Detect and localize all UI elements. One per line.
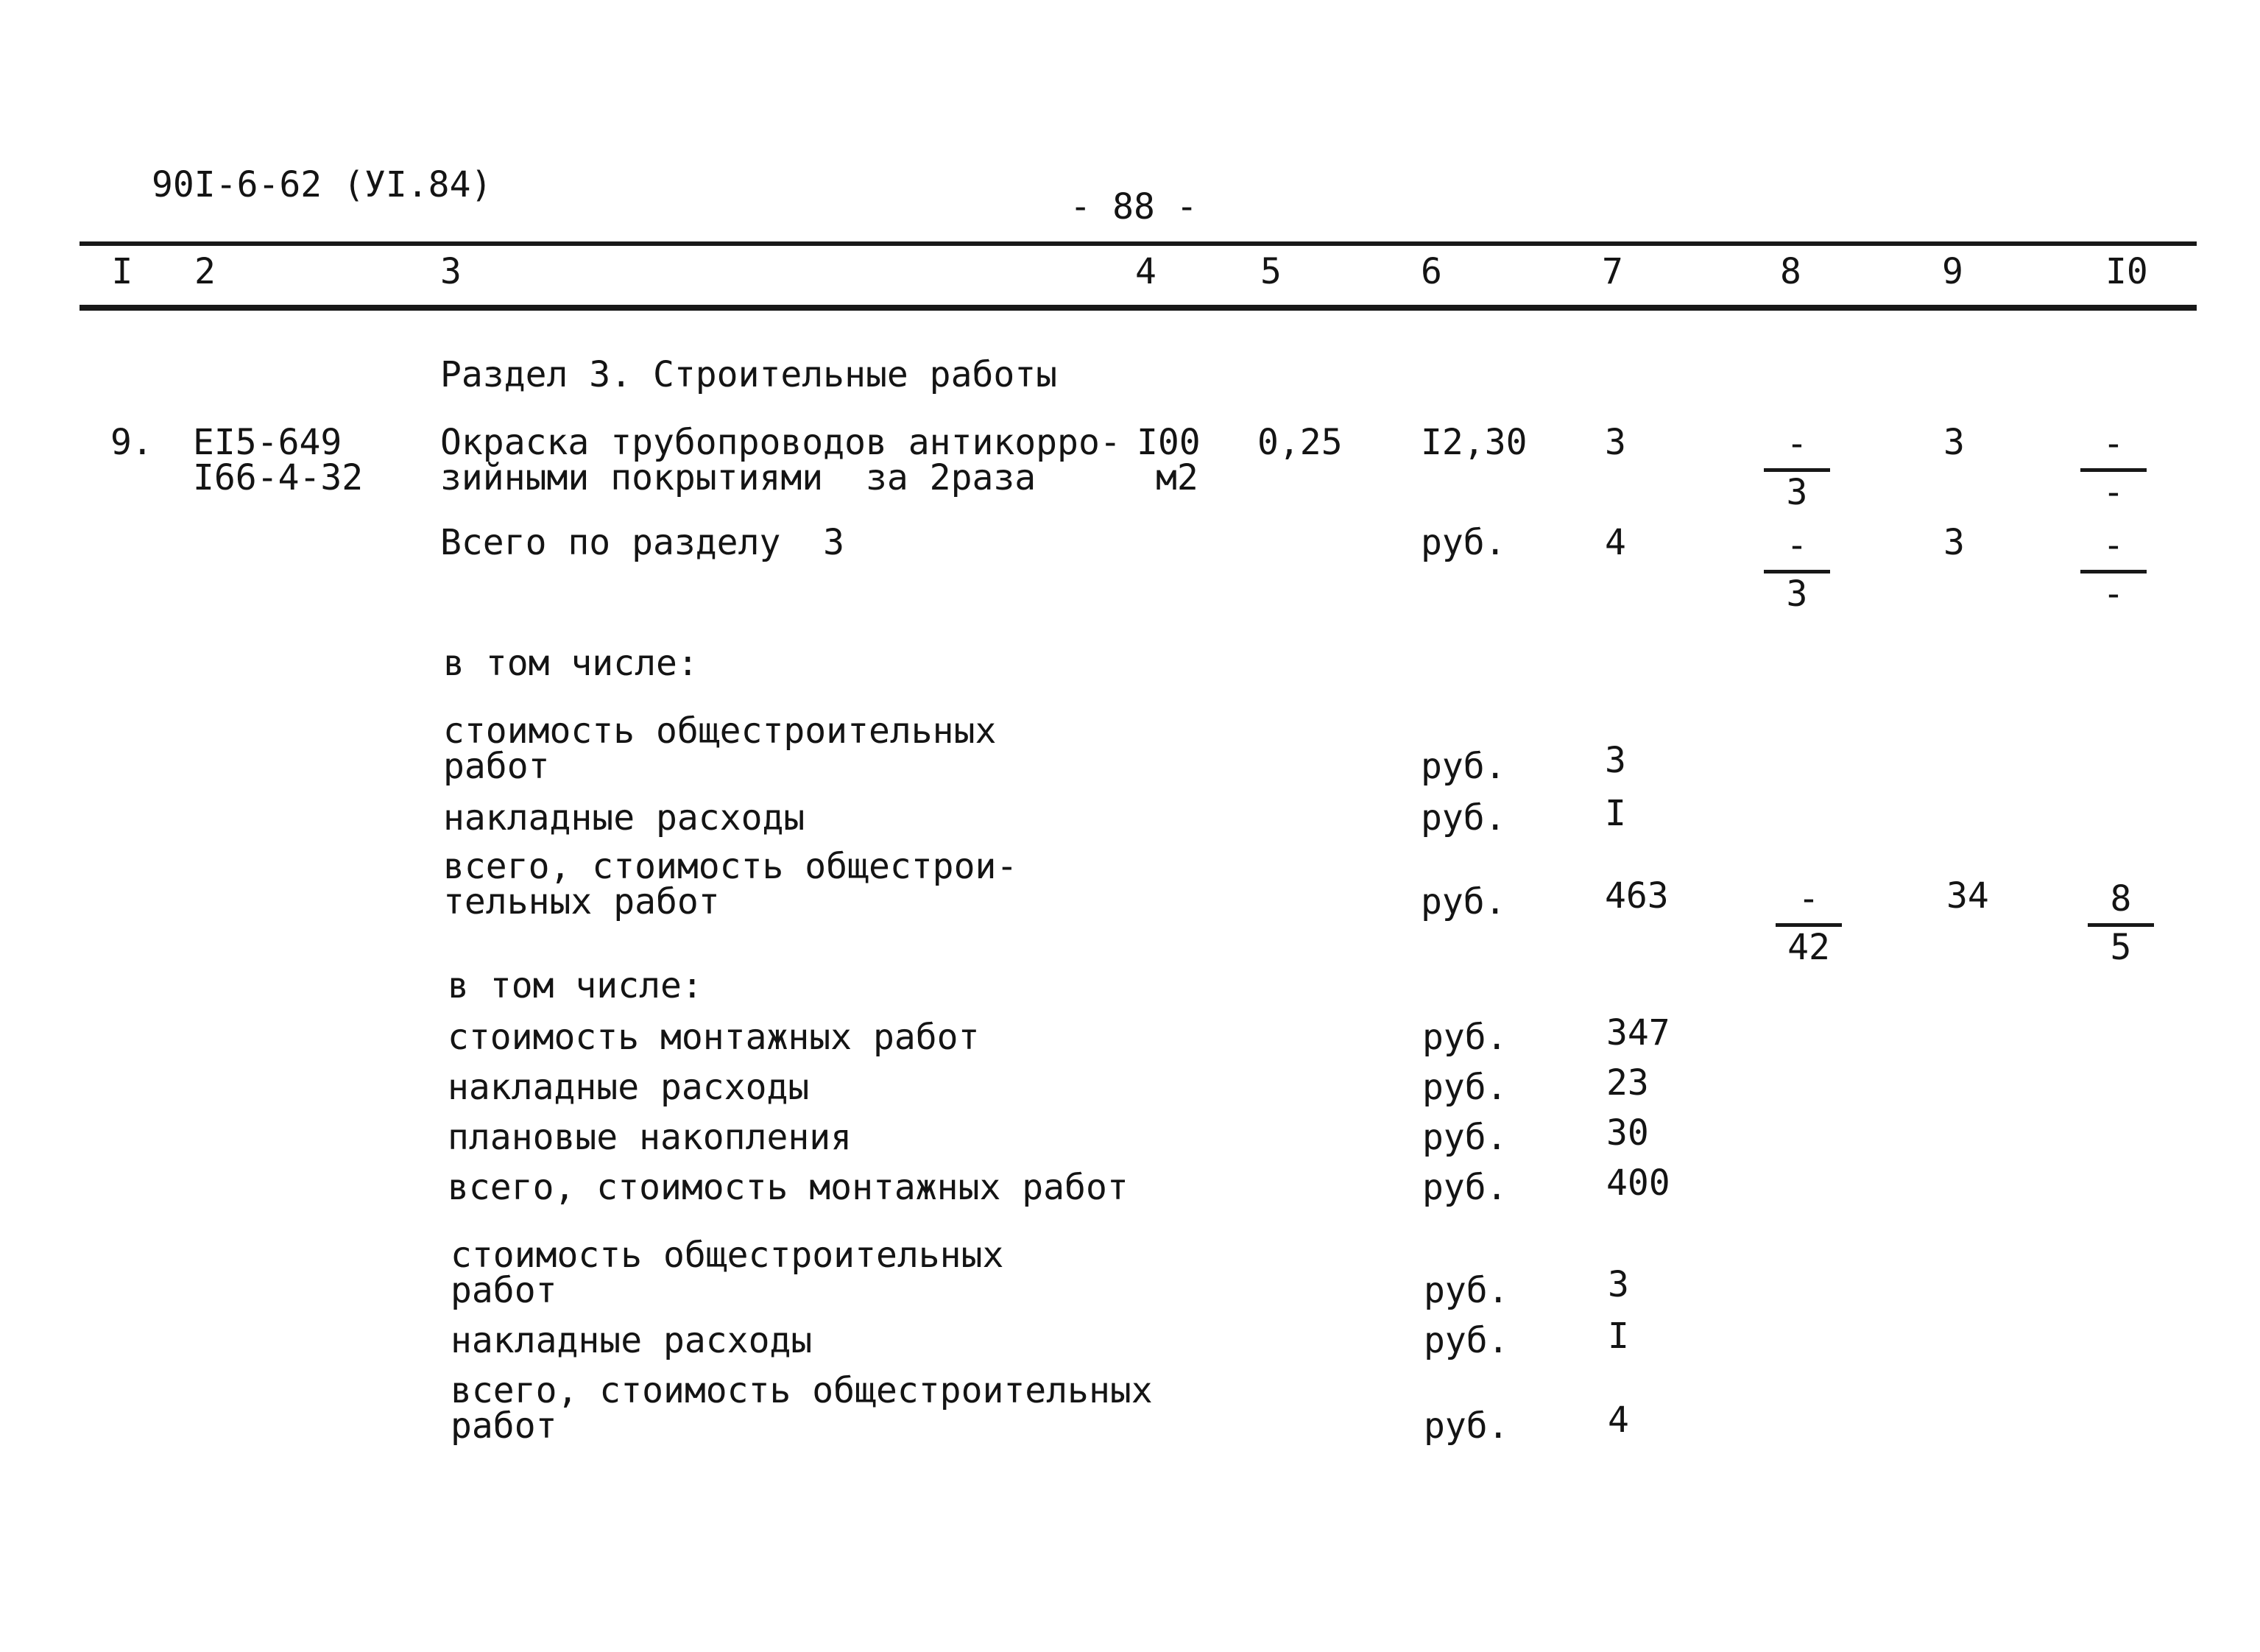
mounting-overhead-unit: руб. bbox=[1422, 1067, 1508, 1108]
general-2-overhead-value: I bbox=[1608, 1316, 1629, 1357]
mounting-savings-label: плановые накопления bbox=[448, 1117, 852, 1158]
general-1-total-col8-numerator: - bbox=[1798, 878, 1820, 919]
item-quantity: 0,25 bbox=[1257, 422, 1343, 463]
mounting-overhead-value: 23 bbox=[1606, 1062, 1649, 1104]
section-total-col7: 4 bbox=[1605, 522, 1626, 563]
general-2-total-label-line-1: всего, стоимость общестроительных bbox=[451, 1370, 1153, 1411]
mounting-overhead-label: накладные расходы bbox=[448, 1067, 810, 1108]
general-1-overhead-label: накладные расходы bbox=[443, 797, 805, 839]
general-1-cost-label-line-2: работ bbox=[443, 746, 550, 787]
general-2-total-value: 4 bbox=[1608, 1399, 1629, 1441]
mounting-cost-unit: руб. bbox=[1422, 1017, 1508, 1058]
column-header-2: 2 bbox=[194, 251, 216, 292]
section-total-unit: руб. bbox=[1421, 522, 1506, 563]
general-1-cost-unit: руб. bbox=[1421, 746, 1506, 787]
general-2-total-label-line-2: работ bbox=[451, 1405, 557, 1447]
page-number: - 88 - bbox=[1070, 186, 1198, 227]
general-1-cost-value: 3 bbox=[1605, 740, 1626, 781]
general-2-total-unit: руб. bbox=[1424, 1405, 1509, 1447]
section-total-col8-denominator: 3 bbox=[1786, 573, 1808, 615]
general-1-total-unit: руб. bbox=[1421, 881, 1506, 922]
item-col8-denominator: 3 bbox=[1786, 472, 1808, 513]
general-1-total-col8-denominator: 42 bbox=[1787, 927, 1830, 968]
column-header-8: 8 bbox=[1780, 251, 1801, 292]
mounting-total-label: всего, стоимость монтажных работ bbox=[448, 1167, 1129, 1208]
item-number: 9. bbox=[110, 422, 153, 463]
item-code-secondary: I66-4-32 bbox=[193, 457, 364, 498]
item-code-primary: EI5-649 bbox=[193, 422, 342, 463]
general-2-overhead-label: накладные расходы bbox=[451, 1320, 813, 1361]
item-unit-price: I2,30 bbox=[1421, 422, 1528, 463]
general-2-cost-label-line-1: стоимость общестроительных bbox=[451, 1235, 1004, 1276]
section-total-col8-numerator: - bbox=[1786, 525, 1808, 566]
mounting-cost-label: стоимость монтажных работ bbox=[448, 1017, 980, 1058]
item-col10-denominator: - bbox=[2102, 472, 2125, 513]
general-1-overhead-value: I bbox=[1605, 793, 1626, 834]
column-header-5: 5 bbox=[1260, 251, 1282, 292]
section-title: Раздел 3. Строительные работы bbox=[440, 354, 1058, 395]
including-label-1: в том числе: bbox=[443, 643, 699, 684]
item-description-line-1: Окраска трубопроводов антикорро- bbox=[440, 422, 1121, 463]
item-description-line-2: зийными покрытиями за 2раза bbox=[440, 457, 1037, 498]
item-col9-value: 3 bbox=[1943, 422, 1965, 463]
column-header-4: 4 bbox=[1135, 251, 1157, 292]
document-code: 90I-6-62 (УI.84) bbox=[152, 164, 492, 205]
mounting-total-value: 400 bbox=[1606, 1162, 1670, 1204]
general-1-total-value: 463 bbox=[1605, 875, 1669, 917]
item-col7-value: 3 bbox=[1605, 422, 1626, 463]
section-total-col10-denominator: - bbox=[2102, 573, 2125, 615]
section-total-label: Всего по разделу 3 bbox=[440, 522, 845, 563]
item-col10-numerator: - bbox=[2102, 423, 2125, 465]
column-header-3: 3 bbox=[440, 251, 462, 292]
column-header-9: 9 bbox=[1942, 251, 1963, 292]
column-header-6: 6 bbox=[1421, 251, 1442, 292]
general-1-total-col9: 34 bbox=[1946, 875, 1989, 917]
item-unit-line-2: м2 bbox=[1156, 457, 1198, 498]
header-top-rule bbox=[80, 241, 2197, 246]
header-bottom-rule bbox=[80, 305, 2197, 311]
column-header-7: 7 bbox=[1602, 251, 1623, 292]
column-header-1: I bbox=[111, 251, 133, 292]
section-total-col10-numerator: - bbox=[2102, 525, 2125, 566]
section-total-col9: 3 bbox=[1943, 522, 1965, 563]
general-1-cost-label-line-1: стоимость общестроительных bbox=[443, 710, 997, 752]
general-1-total-label-line-1: всего, стоимость общестрои- bbox=[443, 846, 1018, 887]
column-header-10: I0 bbox=[2105, 251, 2148, 292]
general-1-overhead-unit: руб. bbox=[1421, 797, 1506, 839]
including-label-2: в том числе: bbox=[448, 965, 703, 1006]
general-1-total-col10-numerator: 8 bbox=[2110, 878, 2132, 919]
general-2-cost-label-line-2: работ bbox=[451, 1270, 557, 1311]
general-2-overhead-unit: руб. bbox=[1424, 1320, 1509, 1361]
mounting-savings-value: 30 bbox=[1606, 1112, 1649, 1154]
item-unit-line-1: I00 bbox=[1137, 422, 1201, 463]
mounting-cost-value: 347 bbox=[1606, 1012, 1670, 1053]
general-1-total-label-line-2: тельных работ bbox=[443, 881, 720, 922]
mounting-total-unit: руб. bbox=[1422, 1167, 1508, 1208]
general-2-cost-unit: руб. bbox=[1424, 1270, 1509, 1311]
general-2-cost-value: 3 bbox=[1608, 1264, 1629, 1305]
mounting-savings-unit: руб. bbox=[1422, 1117, 1508, 1158]
general-1-total-col10-denominator: 5 bbox=[2110, 927, 2132, 968]
item-col8-numerator: - bbox=[1786, 423, 1808, 465]
